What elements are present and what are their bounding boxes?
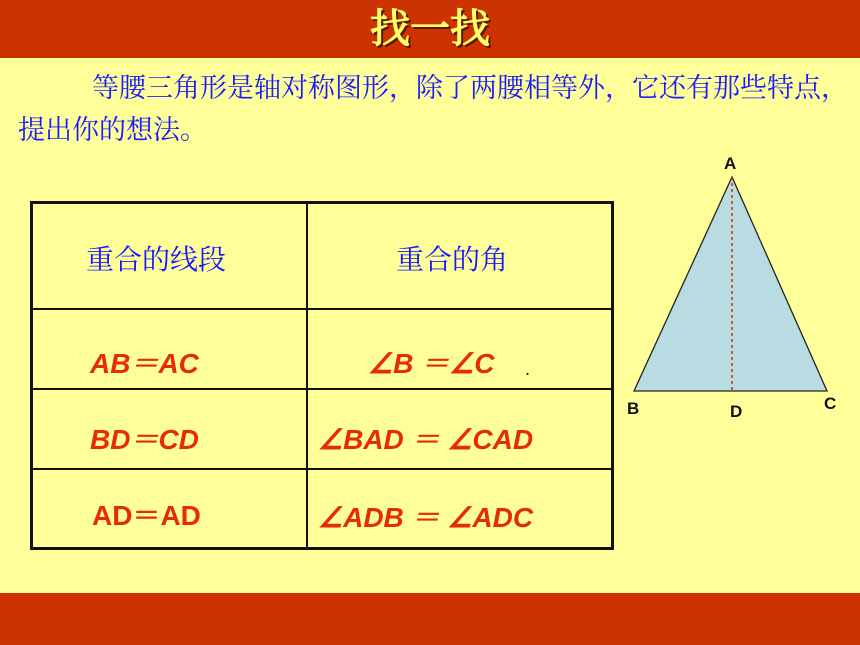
table-divider-row-1: [30, 308, 614, 310]
triangle-abc: [634, 177, 827, 391]
footer-bar: [0, 593, 860, 645]
page-title: 找一找: [370, 5, 490, 52]
vertex-label-b: B: [627, 399, 640, 418]
table-divider-row-2: [30, 388, 614, 390]
table-cell-angle-1: ∠B ＝∠C: [368, 348, 495, 379]
point-label-d: D: [730, 402, 743, 421]
vertex-label-c: C: [824, 394, 837, 413]
table-divider-row-3: [30, 468, 614, 470]
table-cell-segment-1: AB＝AC: [90, 348, 199, 379]
vertex-label-a: A: [724, 154, 737, 173]
isosceles-triangle-diagram: [620, 150, 850, 430]
table-cell-segment-2: BD＝CD: [90, 424, 199, 455]
prompt-text: 等腰三角形是轴对称图形，除了两腰相等外，它还有那些特点，提出你的想法。: [18, 73, 848, 146]
table-cell-segment-3: AD＝AD: [92, 500, 201, 531]
table-header-angles: 重合的角: [396, 243, 509, 276]
table-divider-vertical: [306, 201, 308, 550]
stray-dot: .: [525, 360, 531, 379]
table-header-segments: 重合的线段: [86, 243, 227, 276]
table-cell-angle-3: ∠ADB ＝ ∠ADC: [318, 502, 534, 533]
table-cell-angle-2: ∠BAD ＝ ∠CAD: [318, 424, 534, 455]
